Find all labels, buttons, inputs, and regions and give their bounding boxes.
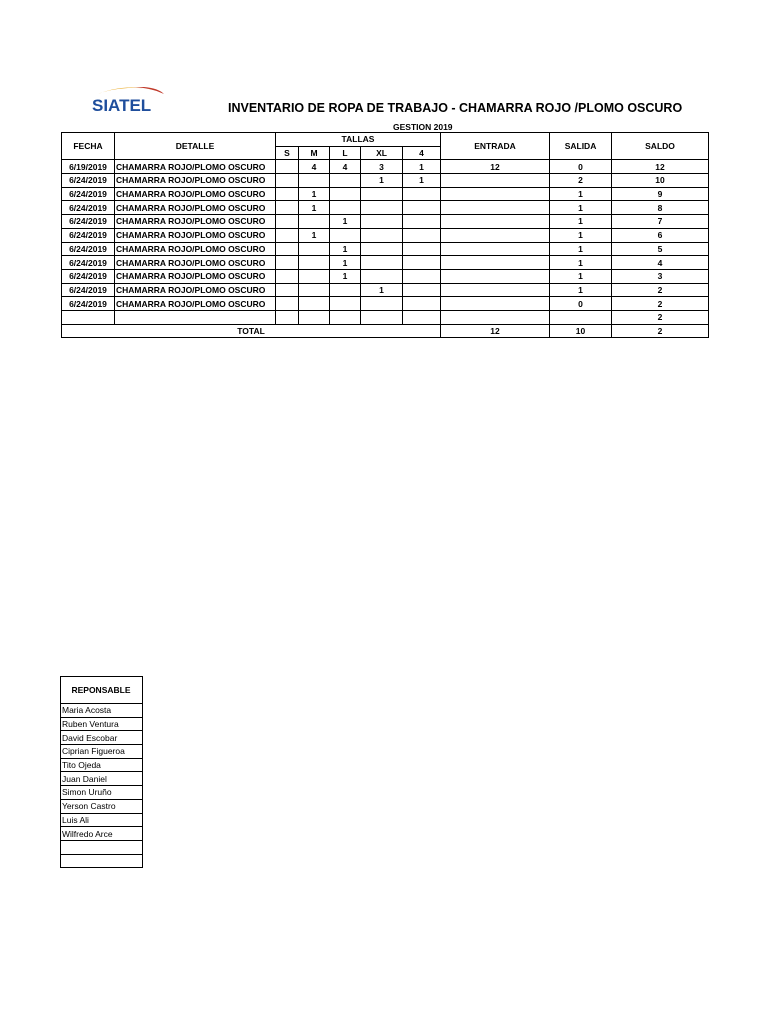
header-size-m: M (299, 146, 330, 160)
cell-saldo: 2 (612, 297, 709, 311)
cell-s (276, 283, 299, 297)
cell-saldo: 5 (612, 242, 709, 256)
responsables-list (61, 704, 143, 868)
list-item (61, 758, 143, 772)
cell-l (330, 201, 361, 215)
cell-m: 1 (299, 187, 330, 201)
cell-xl (361, 201, 403, 215)
list-item (61, 813, 143, 827)
cell-fecha: 6/24/2019 (62, 256, 115, 270)
responsable-name: Yerson Castro (61, 799, 143, 813)
header-entrada: ENTRADA (441, 133, 550, 160)
cell-entrada: 12 (441, 160, 550, 174)
table-row (62, 160, 709, 174)
cell-m (299, 174, 330, 188)
cell-m (299, 310, 330, 324)
list-item (61, 786, 143, 800)
page-subtitle: GESTION 2019 (393, 122, 453, 132)
cell-s (276, 256, 299, 270)
cell-entrada (441, 269, 550, 283)
table-row (62, 174, 709, 188)
cell-detalle: CHAMARRA ROJO/PLOMO OSCURO (115, 187, 276, 201)
responsable-name: Juan Daniel (61, 772, 143, 786)
cell-salida: 2 (550, 174, 612, 188)
header-size-xl: XL (361, 146, 403, 160)
cell-m (299, 215, 330, 229)
siatel-logo (88, 84, 170, 118)
cell-salida: 1 (550, 215, 612, 229)
cell-four (403, 215, 441, 229)
header-fecha: FECHA (62, 133, 115, 160)
table-row (62, 283, 709, 297)
cell-fecha: 6/24/2019 (62, 269, 115, 283)
list-item (61, 772, 143, 786)
cell-four (403, 310, 441, 324)
table-row (62, 228, 709, 242)
responsable-name: Maria Acosta (61, 704, 143, 718)
cell-entrada (441, 242, 550, 256)
responsable-name: Simon Uruño (61, 786, 143, 800)
responsables-table (60, 676, 143, 868)
cell-four: 1 (403, 174, 441, 188)
cell-entrada (441, 201, 550, 215)
table-row (62, 310, 709, 324)
cell-four (403, 228, 441, 242)
cell-detalle: CHAMARRA ROJO/PLOMO OSCURO (115, 297, 276, 311)
table-row (62, 187, 709, 201)
cell-m (299, 256, 330, 270)
list-item (61, 717, 143, 731)
cell-entrada (441, 310, 550, 324)
total-label: TOTAL (62, 324, 441, 338)
cell-detalle: CHAMARRA ROJO/PLOMO OSCURO (115, 174, 276, 188)
cell-saldo: 2 (612, 310, 709, 324)
cell-s (276, 187, 299, 201)
table-row (62, 215, 709, 229)
cell-detalle: CHAMARRA ROJO/PLOMO OSCURO (115, 283, 276, 297)
cell-four (403, 242, 441, 256)
cell-xl (361, 228, 403, 242)
cell-saldo: 10 (612, 174, 709, 188)
cell-l: 1 (330, 269, 361, 283)
inventory-table (61, 132, 709, 338)
cell-detalle: CHAMARRA ROJO/PLOMO OSCURO (115, 242, 276, 256)
header-tallas: TALLAS (276, 133, 441, 147)
cell-detalle: CHAMARRA ROJO/PLOMO OSCURO (115, 228, 276, 242)
header-size-4: 4 (403, 146, 441, 160)
table-row (62, 269, 709, 283)
header-size-s: S (276, 146, 299, 160)
cell-m (299, 269, 330, 283)
cell-s (276, 269, 299, 283)
cell-l (330, 297, 361, 311)
cell-detalle: CHAMARRA ROJO/PLOMO OSCURO (115, 269, 276, 283)
cell-entrada (441, 174, 550, 188)
cell-l: 1 (330, 215, 361, 229)
inventory-rows (62, 160, 709, 324)
cell-saldo: 6 (612, 228, 709, 242)
cell-fecha: 6/24/2019 (62, 215, 115, 229)
cell-four (403, 269, 441, 283)
cell-salida: 0 (550, 160, 612, 174)
cell-four (403, 283, 441, 297)
cell-s (276, 160, 299, 174)
cell-fecha: 6/19/2019 (62, 160, 115, 174)
cell-salida: 0 (550, 297, 612, 311)
cell-s (276, 201, 299, 215)
cell-entrada (441, 187, 550, 201)
table-row (62, 201, 709, 215)
cell-saldo: 12 (612, 160, 709, 174)
header-saldo: SALDO (612, 133, 709, 160)
cell-fecha: 6/24/2019 (62, 201, 115, 215)
cell-xl: 1 (361, 283, 403, 297)
cell-salida: 1 (550, 187, 612, 201)
cell-salida: 1 (550, 269, 612, 283)
cell-saldo: 4 (612, 256, 709, 270)
total-saldo: 2 (612, 324, 709, 338)
cell-l (330, 228, 361, 242)
responsable-name (61, 854, 143, 868)
cell-fecha: 6/24/2019 (62, 283, 115, 297)
cell-l (330, 310, 361, 324)
cell-m (299, 242, 330, 256)
cell-s (276, 174, 299, 188)
cell-fecha (62, 310, 115, 324)
cell-xl (361, 297, 403, 311)
cell-xl (361, 269, 403, 283)
cell-entrada (441, 256, 550, 270)
cell-xl (361, 215, 403, 229)
total-row (62, 324, 709, 338)
header-size-l: L (330, 146, 361, 160)
cell-l: 4 (330, 160, 361, 174)
cell-four: 1 (403, 160, 441, 174)
cell-entrada (441, 283, 550, 297)
page-title: INVENTARIO DE ROPA DE TRABAJO - CHAMARRA ROJO /PLOMO OSCURO (228, 101, 683, 115)
cell-s (276, 228, 299, 242)
list-item (61, 854, 143, 868)
cell-salida: 1 (550, 283, 612, 297)
cell-saldo: 8 (612, 201, 709, 215)
cell-xl (361, 187, 403, 201)
cell-s (276, 310, 299, 324)
cell-xl (361, 242, 403, 256)
cell-detalle: CHAMARRA ROJO/PLOMO OSCURO (115, 256, 276, 270)
cell-l (330, 283, 361, 297)
cell-four (403, 297, 441, 311)
cell-entrada (441, 228, 550, 242)
list-item (61, 731, 143, 745)
cell-m: 1 (299, 228, 330, 242)
list-item (61, 840, 143, 854)
logo-text: SIATEL (92, 96, 152, 115)
cell-fecha: 6/24/2019 (62, 187, 115, 201)
cell-salida: 1 (550, 201, 612, 215)
cell-s (276, 242, 299, 256)
list-item (61, 704, 143, 718)
header-detalle: DETALLE (115, 133, 276, 160)
cell-s (276, 297, 299, 311)
responsable-name: Luis Ali (61, 813, 143, 827)
header-salida: SALIDA (550, 133, 612, 160)
list-item (61, 827, 143, 841)
cell-four (403, 201, 441, 215)
cell-fecha: 6/24/2019 (62, 242, 115, 256)
responsable-name: Wilfredo Arce (61, 827, 143, 841)
cell-l (330, 187, 361, 201)
cell-four (403, 256, 441, 270)
total-salida: 10 (550, 324, 612, 338)
cell-m: 4 (299, 160, 330, 174)
list-item (61, 799, 143, 813)
responsable-name: Ruben Ventura (61, 717, 143, 731)
cell-fecha: 6/24/2019 (62, 228, 115, 242)
table-row (62, 256, 709, 270)
cell-salida: 1 (550, 228, 612, 242)
cell-saldo: 2 (612, 283, 709, 297)
responsable-name: Ciprian Figueroa (61, 745, 143, 759)
cell-xl: 3 (361, 160, 403, 174)
cell-detalle: CHAMARRA ROJO/PLOMO OSCURO (115, 215, 276, 229)
responsable-name (61, 840, 143, 854)
cell-fecha: 6/24/2019 (62, 297, 115, 311)
cell-xl: 1 (361, 174, 403, 188)
cell-l: 1 (330, 242, 361, 256)
cell-fecha: 6/24/2019 (62, 174, 115, 188)
responsables-header: REPONSABLE (61, 677, 143, 704)
cell-salida: 1 (550, 242, 612, 256)
table-row (62, 242, 709, 256)
cell-m: 1 (299, 201, 330, 215)
cell-entrada (441, 297, 550, 311)
cell-saldo: 3 (612, 269, 709, 283)
responsable-name: David Escobar (61, 731, 143, 745)
table-row (62, 297, 709, 311)
cell-s (276, 215, 299, 229)
cell-salida: 1 (550, 256, 612, 270)
cell-detalle (115, 310, 276, 324)
cell-xl (361, 310, 403, 324)
cell-salida (550, 310, 612, 324)
cell-xl (361, 256, 403, 270)
cell-four (403, 187, 441, 201)
cell-entrada (441, 215, 550, 229)
cell-m (299, 297, 330, 311)
cell-detalle: CHAMARRA ROJO/PLOMO OSCURO (115, 201, 276, 215)
cell-detalle: CHAMARRA ROJO/PLOMO OSCURO (115, 160, 276, 174)
cell-saldo: 9 (612, 187, 709, 201)
cell-l: 1 (330, 256, 361, 270)
total-entrada: 12 (441, 324, 550, 338)
cell-m (299, 283, 330, 297)
responsable-name: Tito Ojeda (61, 758, 143, 772)
cell-l (330, 174, 361, 188)
cell-saldo: 7 (612, 215, 709, 229)
list-item (61, 745, 143, 759)
